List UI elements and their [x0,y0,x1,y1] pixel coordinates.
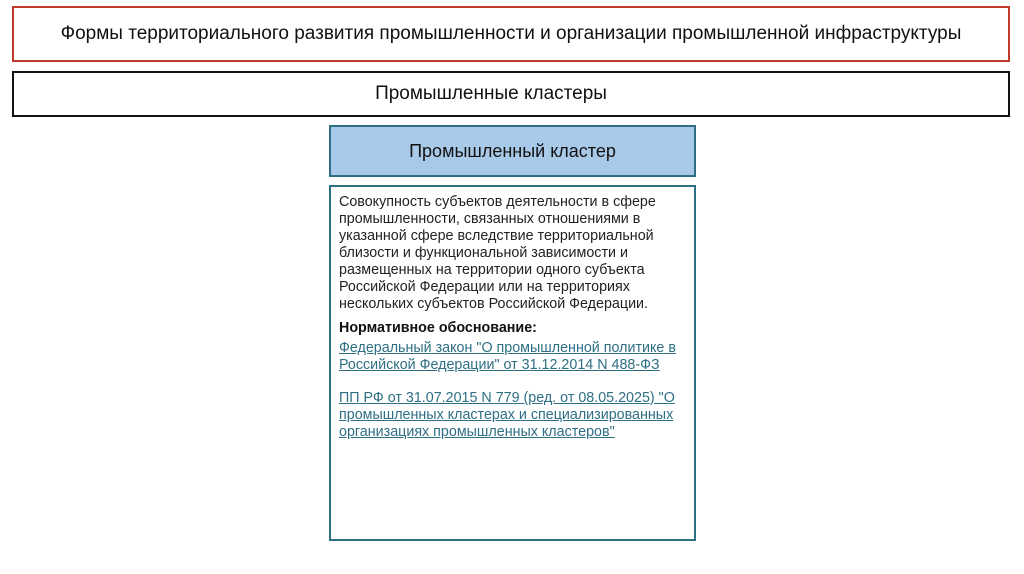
government-decree-link[interactable]: ПП РФ от 31.07.2015 N 779 (ред. от 08.05.2025) "О промышленных кластерах и специализированных организациях промышленных кластеров" [339,390,675,440]
cluster-definition: Совокупность субъектов деятельности в сфере промышленности, связанных отношениями в указанной сфере вследствие территориальной близости и функциональной зависимости и размещенных на территории одного субъекта Российской Федерации или на территориях нескольких субъектов Российской Федерации. [339,194,656,312]
normative-basis-heading: Нормативное обоснование: [339,320,537,336]
federal-law-link[interactable]: Федеральный закон "О промышленной политике в Российской Федерации" от 31.12.2014 N 488-ФЗ [339,340,676,373]
slide-title: Формы территориального развития промышленности и организации промышленной инфраструктуры [60,23,962,44]
cluster-heading-box [329,125,696,177]
cluster-description-box [329,185,696,541]
cluster-heading: Промышленный кластер [409,140,616,161]
section-title: Промышленные кластеры [375,83,607,104]
slide-title-box [12,6,1010,62]
section-title-box [12,71,1010,117]
